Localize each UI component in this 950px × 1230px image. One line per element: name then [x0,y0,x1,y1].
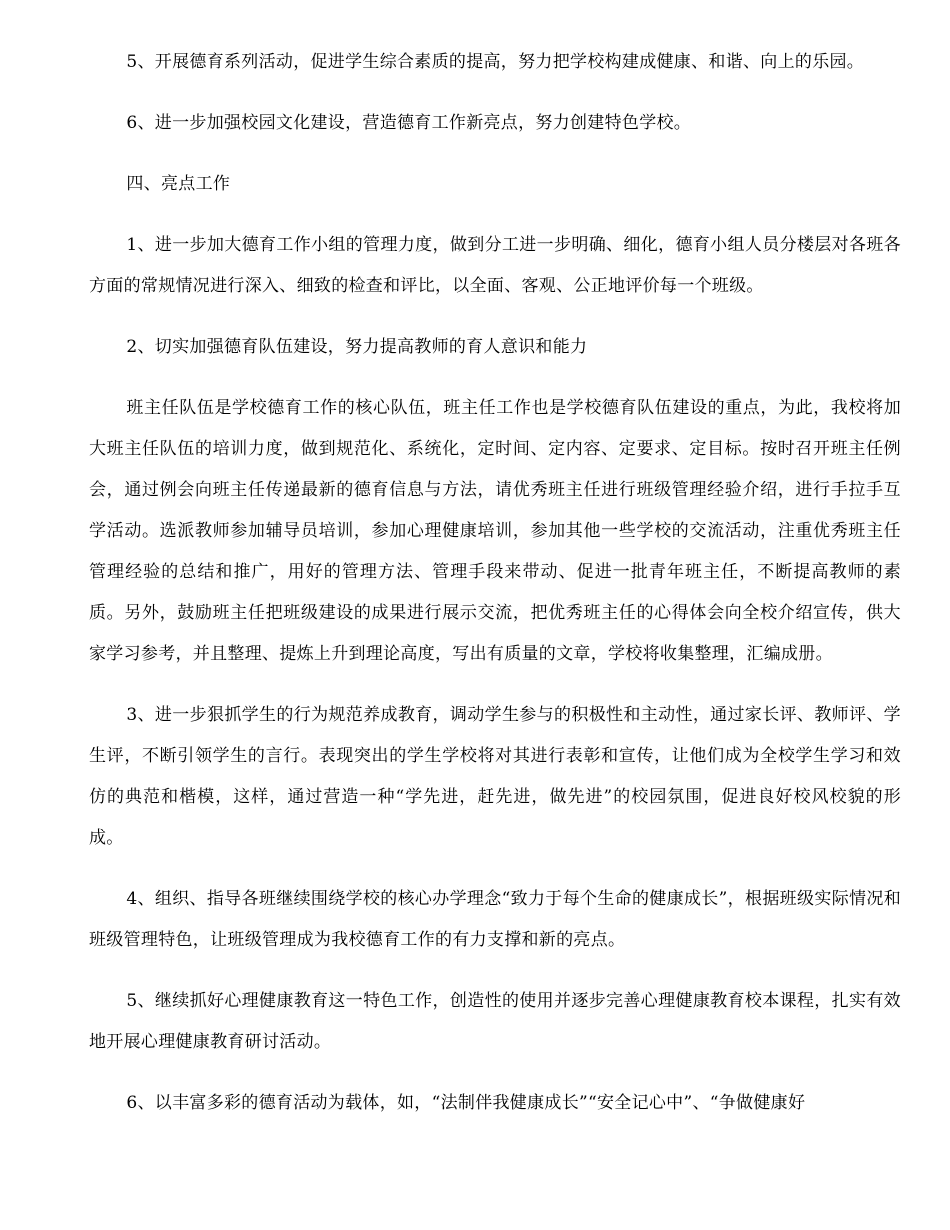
paragraph-class-teacher-team: 班主任队伍是学校德育工作的核心队伍，班主任工作也是学校德育队伍建设的重点，为此，我校将加大班主任队伍的培训力度，做到规范化、系统化，定时间、定内容、定要求、定目标。按时召开班主任例会，通过例会向班主任传递最新的德育信息与方法，请优秀班主任进行班级管理经验介绍，进行手拉手互学活动。选派教师参加辅导员培训，参加心理健康培训，参加其他一些学校的交流活动，注重优秀班主任管理经验的总结和推广，用好的管理方法、管理手段来带动、促进一批青年班主任，不断提高教师的素质。另外，鼓励班主任把班级建设的成果进行展示交流，把优秀班主任的心得体会向全校介绍宣传，供大家学习参考，并且整理、提炼上升到理论高度，写出有质量的文章，学校将收集整理，汇编成册。 [89,398,901,664]
paragraph-highlight-4: 4、组织、指导各班继续围绕学校的核心办学理念“致力于每个生命的健康成长”，根据班级实际情况和班级管理特色，让班级管理成为我校德育工作的有力支撑和新的亮点。 [89,889,901,950]
document-body [89,42,901,1144]
paragraph-highlight-5: 5、继续抓好心理健康教育这一特色工作，创造性的使用并逐步完善心理健康教育校本课程，扎实有效地开展心理健康教育研讨活动。 [89,991,901,1052]
paragraph-highlight-6: 6、以丰富多彩的德育活动为载体，如，“法制伴我健康成长”“安全记心中”、“争做健康好 [126,1093,806,1113]
paragraph-highlight-1: 1、进一步加大德育工作小组的管理力度，做到分工进一步明确、细化，德育小组人员分楼层对各班各方面的常规情况进行深入、细致的检查和评比，以全面、客观、公正地评价每一个班级。 [89,235,901,296]
section-heading-highlights: 四、亮点工作 [126,174,231,194]
paragraph-highlight-2: 2、切实加强德育队伍建设，努力提高教师的育人意识和能力 [126,337,588,357]
paragraph-campus-culture: 6、进一步加强校园文化建设，营造德育工作新亮点，努力创建特色学校。 [126,113,692,133]
paragraph-highlight-3: 3、进一步狠抓学生的行为规范养成教育，调动学生参与的积极性和主动性，通过家长评、教师评、学生评，不断引领学生的言行。表现突出的学生学校将对其进行表彰和宣传，让他们成为全校学生学习和效仿的典范和楷模，这样，通过营造一种“学先进，赶先进，做先进”的校园氛围，促进良好校风校貌的形成。 [89,705,901,848]
paragraph-moral-activities: 5、开展德育系列活动，促进学生综合素质的提高，努力把学校构建成健康、和谐、向上的乐园。 [126,52,865,72]
